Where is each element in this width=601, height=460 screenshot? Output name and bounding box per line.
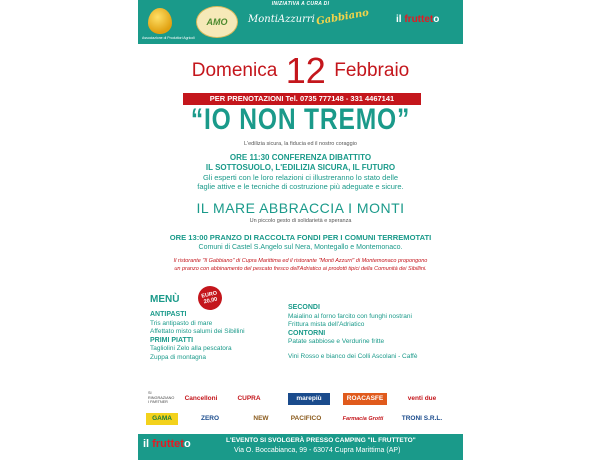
menu-item: Vini Rosso e bianco dei Colli Ascolani - Caffè	[288, 352, 418, 360]
towns-line: Comuni di Castel S.Angelo sul Nera, Montegallo e Montemonaco.	[198, 244, 403, 251]
restaurant-note-1: Il ristorante "Il Gabbiano" di Cupra Marittima ed il ristorante "Monti Azzurri" di Montemonaco propongono	[173, 258, 428, 264]
lunch-line: ORE 13:00 PRANZO DI RACCOLTA FONDI PER I COMUNI TERREMOTATI	[169, 233, 432, 242]
menu-item: Affettato misto salumi dei Sibillini	[150, 328, 245, 336]
egg-logo	[148, 8, 172, 34]
footer-frutteto-logo: il frutteto	[143, 438, 191, 450]
sponsor-logo: Cancelloni	[184, 395, 218, 402]
sponsor-logo: ZERO	[200, 415, 220, 422]
section-title: IL MARE ABBRACCIA I MONTI	[196, 200, 405, 216]
day-number: 12	[285, 50, 326, 91]
main-title: “IO NON TREMO”	[190, 103, 411, 136]
sponsor-logo: Farmacia Grotti	[342, 416, 384, 422]
footer-address-line: Via O. Boccabianca, 99 - 63074 Cupra Marittima (AP)	[234, 447, 401, 454]
sponsor-logo: CUPRA	[237, 395, 261, 402]
menu-item: Patate sabbiose e Verdurine fritte	[288, 338, 385, 346]
menu-heading-contorni: CONTORNI	[288, 329, 326, 337]
sponsor-logo: ROACASFE	[343, 393, 387, 405]
menu-heading-secondi: SECONDI	[288, 304, 320, 311]
menu-heading-antipasti: ANTIPASTI	[150, 311, 187, 318]
conference-time: ORE 11:30 CONFERENZA DIBATTITO	[229, 153, 372, 162]
menu-item: Maialino al forno farcito con funghi nostrani	[288, 312, 412, 320]
restaurant-note-2: un pranzo con abbinamento del pescato fresco dell'Adriatico ai prodotti tipici della Comunità dei Sibillini.	[174, 266, 427, 272]
main-subtitle: L'edilizia sicura, la fiducia ed il nostro coraggio	[244, 141, 357, 147]
menu-left-column	[150, 311, 245, 363]
sponsor-logo: GAMA	[146, 413, 178, 425]
frutteto-logo: il frutteto	[396, 14, 440, 25]
egg-logo-caption: Associazione di Produttori Agricoli	[142, 36, 195, 40]
footer-band	[138, 434, 463, 460]
menu-heading-primi: PRIMI PIATTI	[150, 336, 194, 344]
menu-title: MENÙ	[150, 294, 180, 305]
conference-topic: IL SOTTOSUOLO, L'EDILIZIA SICURA, IL FUTURO	[205, 163, 396, 172]
sponsor-logo: venti due	[407, 395, 437, 402]
conference-desc-1: Gli esperti con le loro relazioni ci illustreranno lo stato delle	[202, 173, 399, 182]
menu-item: Zuppa di montagna	[150, 353, 207, 361]
section-subtitle: Un piccolo gesto di solidarietà e speranza	[249, 218, 352, 224]
day-name: Domenica	[191, 60, 278, 81]
footer-venue-line: L'EVENTO SI SVOLGERÀ PRESSO CAMPING "IL FRUTTETO"	[226, 437, 416, 444]
monti-azzurri-logo: MontiAzzurri	[248, 14, 315, 25]
sponsors-title: SI RINGRAZIANO I PARTNER	[148, 391, 175, 404]
sponsor-logo: NEW	[253, 415, 269, 422]
booking-phone-bar: PER PRENOTAZIONI Tel. 0735 777148 - 331 4467141	[183, 93, 421, 105]
gabbiano-logo: Gabbiano	[315, 7, 370, 28]
initiative-label: INIZIATIVA A CURA DI	[271, 1, 330, 7]
menu-right-column	[288, 304, 417, 362]
sponsor-logo: PACIFICO	[290, 415, 322, 422]
event-poster	[138, 0, 463, 460]
event-date	[138, 50, 463, 92]
menu-item: Tagliolini Zelo alla pescatora	[150, 345, 232, 353]
sponsor-logo: TRONI S.R.L.	[401, 415, 443, 422]
header-band	[138, 0, 463, 44]
price-badge: EURO 20,00	[196, 284, 224, 312]
amo-logo: AMO	[196, 6, 238, 38]
menu-item: Tris antipasto di mare	[150, 319, 213, 327]
conference-desc-2: faglie attive e le tecniche di costruzione più adeguate e sicure.	[197, 182, 404, 191]
menu-item: Frittura mista dell'Adriatico	[288, 321, 365, 329]
month: Febbraio	[334, 60, 410, 81]
sponsor-logo: marepiù	[288, 393, 330, 405]
